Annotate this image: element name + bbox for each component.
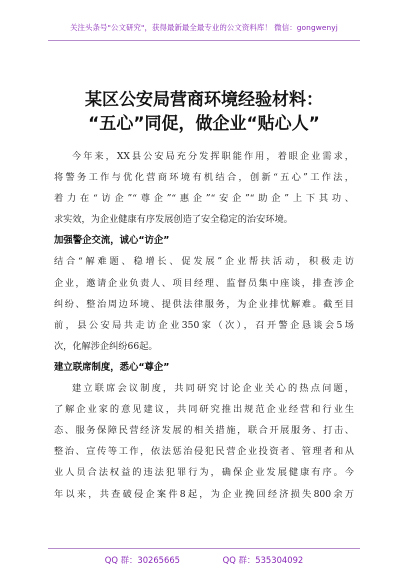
document-title-line-1: 某区公安局营商环境经验材料：: [85, 90, 323, 110]
body-line: 态、服务保障民营经济发展的相关措施，联合开展服务、打击、: [54, 425, 354, 437]
body-line: 年以来，共查破侵企案件8起，为企业挽回经济损失800余万: [54, 488, 354, 500]
document-body: [54, 146, 354, 505]
document-title-line-2: “五心”同促，做企业“贴心人”: [88, 114, 320, 134]
header-banner: 关注头条号"公文研究"，获得最新最全最专业的公文资料库！ 微信：gongwenyj: [70, 23, 338, 32]
body-line: 纠纷、整治周边环境、提供法律服务，为企业排忧解难。截至目: [54, 298, 354, 310]
footer-qq-group-1: QQ 群：30265665: [104, 555, 180, 565]
body-line: 求实效，为企业健康有序发展创造了安全稳定的治安环境。: [54, 214, 293, 226]
body-line: 了解企业家的意见建议，共同研究推出规范企业经营和行业生: [54, 404, 354, 416]
footer-qq-group-2: QQ 群：535304092: [222, 555, 304, 565]
footer: [0, 554, 408, 566]
body-line: 次，化解涉企纠纷66起。: [54, 340, 158, 352]
section-heading: 加强警企交流，诚心“访企”: [54, 235, 170, 247]
body-line: 前，县公安局共走访企业350家（次），召开警企恳谈会5场: [54, 319, 354, 331]
body-line: 整治、宣传等工作，依法惩治侵犯民营企业投资者、管理者和从: [54, 446, 354, 458]
body-line: 将警务工作与优化营商环境有机结合，创新“五心”工作法，: [54, 172, 354, 184]
body-line: 企业，邀请企业负责人、项目经理、监督员集中座谈，排查涉企: [54, 277, 354, 289]
body-line: 今年来，XX县公安局充分发挥职能作用，着眼企业需求，: [72, 151, 354, 162]
body-line: 业人员合法权益的违法犯罪行为，确保企业发展健康有序。今: [54, 467, 354, 479]
body-line: 着力在“访企”“尊企”“惠企”“安企”“助企”上下其功、: [54, 193, 354, 205]
section-heading: 建立联席制度，悉心“尊企”: [54, 361, 170, 373]
header-divider: [48, 40, 360, 41]
footer-divider: [48, 548, 360, 549]
body-line: 建立联席会议制度，共同研究讨论企业关心的热点问题，: [72, 383, 354, 395]
body-line: 结合“解难题、稳增长、促发展”企业帮扶活动，积极走访: [54, 256, 354, 268]
